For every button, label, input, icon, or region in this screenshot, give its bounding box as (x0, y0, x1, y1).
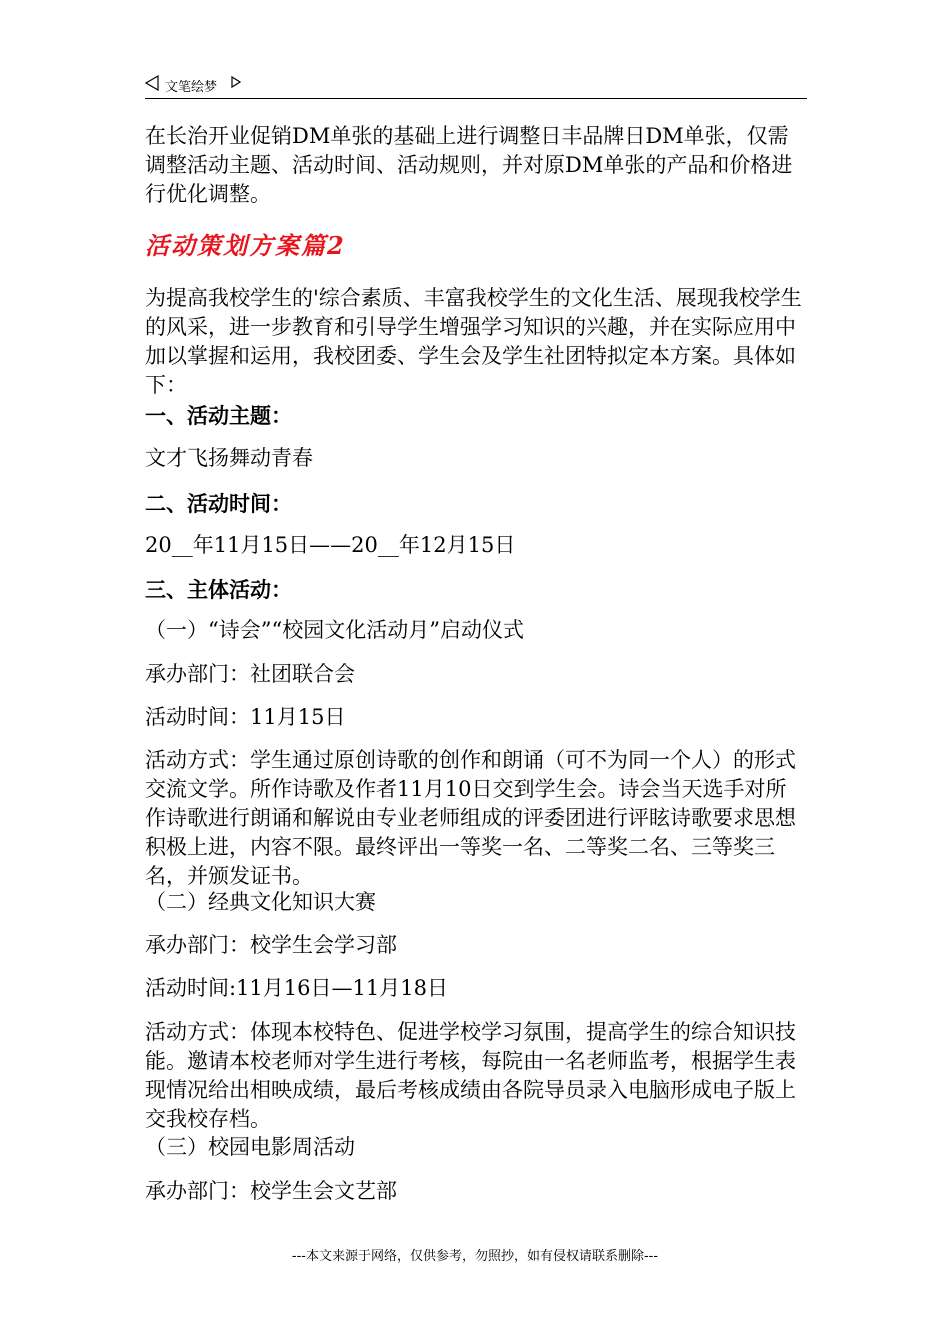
item-2-time: 活动时间:11月16日—11月18日 (145, 976, 448, 1000)
time-value: 20__年11月15日——20__年12月15日 (145, 533, 516, 557)
header-title: 文笔绘梦 (165, 80, 218, 95)
item-1-dept: 承办部门：社团联合会 (145, 662, 355, 686)
time-heading: 二、活动时间： (145, 492, 292, 516)
item-2-method: 活动方式：体现本校特色、促进学校学习氛围，提高学生的综合知识技能。邀请本校老师对学生进行考核，每院由一名老师监考，根据学生表现情况给出相映成绩，最后考核成绩由各院导员录入电脑形成电子版上交我校存档。 (145, 1020, 796, 1131)
item-1-method: 活动方式：学生通过原创诗歌的创作和朗诵（可不为同一个人）的形式交流文学。所作诗歌及作者11月10日交到学生会。诗会当天选手对所作诗歌进行朗诵和解说由专业老师组成的评委团进行评眩诗歌要求思想积极上进，内容不限。最终评出一等奖一名、二等奖二名、三等奖三名，并颁发证书。 (145, 748, 796, 888)
item-3-dept: 承办部门：校学生会文艺部 (145, 1179, 397, 1203)
right-triangle-icon (231, 76, 241, 88)
page-footer: ---本文来源于网络，仅供参考，勿照抄，如有侵权请联系删除--- (291, 1249, 659, 1264)
section-title: 活动策划方案篇2 (145, 231, 346, 260)
main-heading: 三、主体活动： (145, 578, 292, 602)
purpose-paragraph: 为提高我校学生的'综合素质、丰富我校学生的文化生活、展现我校学生的风采，进一步教育和引导学生增强学习知识的兴趣，并在实际应用中加以掌握和运用，我校团委、学生会及学生社团特拟定本方案。具体如下： (145, 286, 802, 397)
item-1-title: （一）“诗会”“校园文化活动月”启动仪式 (145, 618, 524, 642)
item-2-title: （二）经典文化知识大赛 (145, 890, 376, 914)
page-header (145, 72, 807, 99)
item-2-dept: 承办部门：校学生会学习部 (145, 933, 397, 957)
intro-paragraph: 在长治开业促销DM单张的基础上进行调整日丰品牌日DM单张，仅需调整活动主题、活动时间、活动规则，并对原DM单张的产品和价格进行优化调整。 (145, 124, 793, 206)
theme-heading: 一、活动主题： (145, 404, 292, 428)
item-3-title: （三）校园电影周活动 (145, 1135, 355, 1159)
theme-value: 文才飞扬舞动青春 (145, 446, 313, 470)
left-triangle-icon (145, 75, 159, 91)
item-1-time: 活动时间：11月15日 (145, 705, 346, 729)
